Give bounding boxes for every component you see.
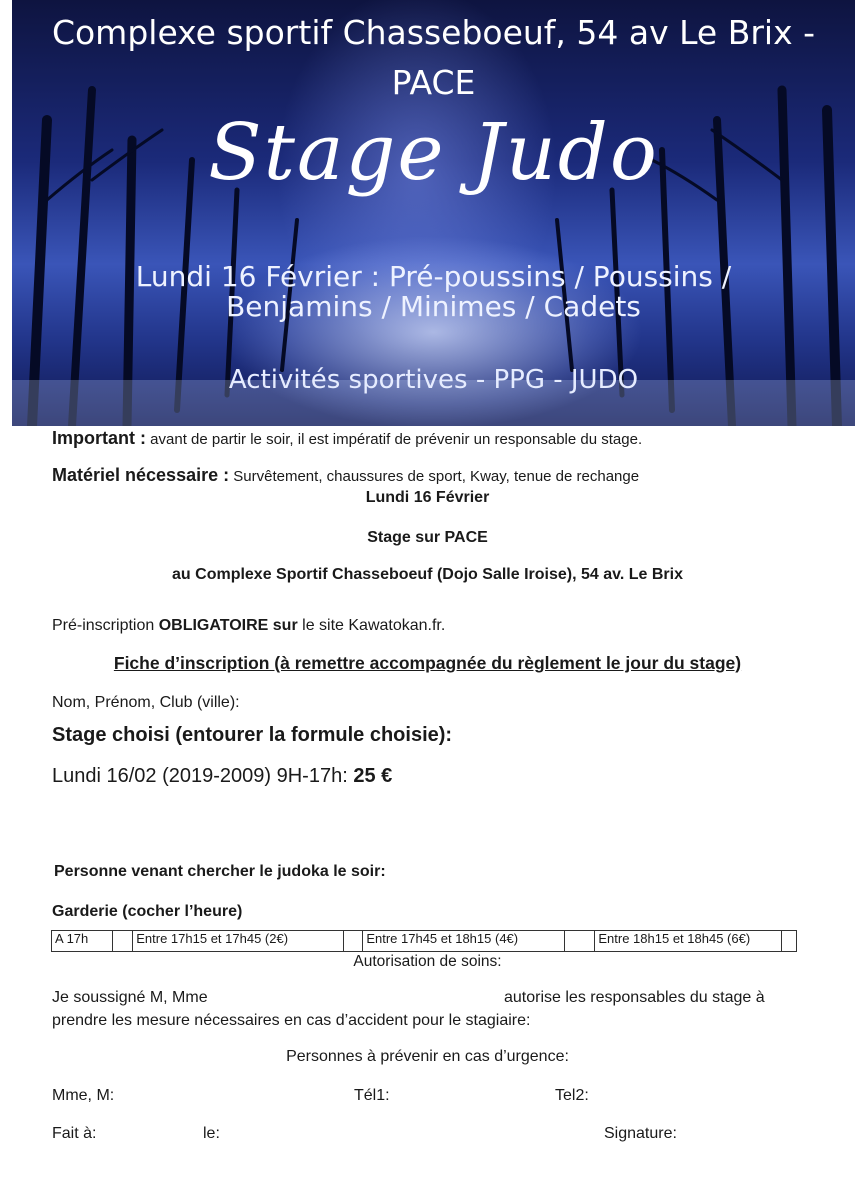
stage-place: Stage sur PACE [367, 529, 488, 546]
soussigne-label: Je soussigné M, Mme [52, 989, 208, 1006]
pickup-person-label: Personne venant chercher le judoka le soir: [54, 863, 386, 880]
preinscription-b: OBLIGATOIRE sur [158, 617, 298, 634]
garderie-checkbox-18h15[interactable] [782, 931, 797, 952]
name-field-label: Nom, Prénom, Club (ville): [52, 694, 240, 711]
banner-title: Stage Judo [208, 108, 659, 198]
stage-price: 25 € [353, 765, 393, 787]
banner-activities: Activités sportives - PPG - JUDO [228, 365, 639, 395]
important-note [52, 428, 642, 449]
garderie-option-17h45: Entre 17h45 et 18h15 (4€) [363, 931, 564, 952]
important-text: avant de partir le soir, il est impératif de prévenir un responsable du stage. [146, 431, 643, 448]
stage-date: Lundi 16 Février [365, 489, 490, 506]
tel2-label: Tel2: [555, 1087, 589, 1104]
garderie-option-18h15: Entre 18h15 et 18h45 (6€) [595, 931, 782, 952]
contact-name-label: Mme, M: [52, 1087, 115, 1104]
banner-location: Complexe sportif Chasseboeuf, 54 av Le Brix - PACE [51, 13, 816, 102]
important-label: Important : [52, 428, 146, 448]
form-title: Fiche d’inscription (à remettre accompagnée du règlement le jour du stage) [113, 653, 742, 673]
stage-venue: au Complexe Sportif Chasseboeuf (Dojo Salle Iroise), 54 av. Le Brix [172, 566, 683, 583]
garderie-table [51, 930, 797, 952]
autorise-text-2: prendre les mesure nécessaires en cas d’accident pour le stagiaire: [52, 1012, 531, 1029]
stage-choice-label: Stage choisi (entourer la formule choisie): [52, 724, 453, 746]
header-banner [12, 0, 855, 426]
stage-option [52, 765, 392, 788]
banner-date-line1: Lundi 16 Février : Pré-poussins / Poussins / [135, 260, 732, 293]
garderie-row [52, 931, 797, 952]
stage-option-text: Lundi 16/02 (2019-2009) 9H-17h: [52, 765, 354, 787]
soins-title: Autorisation de soins: [353, 953, 502, 970]
fait-a-label: Fait à: [52, 1125, 97, 1142]
preinscription-note [52, 617, 445, 635]
urgence-title: Personnes à prévenir en cas d’urgence: [286, 1048, 569, 1065]
signature-label: Signature: [604, 1125, 677, 1142]
garderie-option-17h: A 17h [52, 931, 113, 952]
banner-date-categories [12, 262, 855, 322]
autorise-text-1: autorise les responsables du stage à [504, 989, 765, 1006]
garderie-checkbox-17h45[interactable] [564, 931, 595, 952]
preinscription-c: le site Kawatokan.fr. [297, 617, 446, 634]
banner-date-line2: Benjamins / Minimes / Cadets [226, 290, 641, 323]
materiel-note [52, 465, 639, 486]
materiel-label: Matériel nécessaire : [52, 465, 230, 485]
date-label: le: [203, 1125, 220, 1142]
garderie-label: Garderie (cocher l’heure) [52, 903, 243, 920]
materiel-text: Survêtement, chaussures de sport, Kway, tenue de rechange [229, 468, 640, 485]
garderie-checkbox-17h15[interactable] [343, 931, 363, 952]
preinscription-a: Pré-inscription [52, 617, 159, 634]
garderie-option-17h15: Entre 17h15 et 17h45 (2€) [133, 931, 343, 952]
garderie-checkbox-17h[interactable] [113, 931, 133, 952]
tel1-label: Tél1: [354, 1087, 390, 1104]
